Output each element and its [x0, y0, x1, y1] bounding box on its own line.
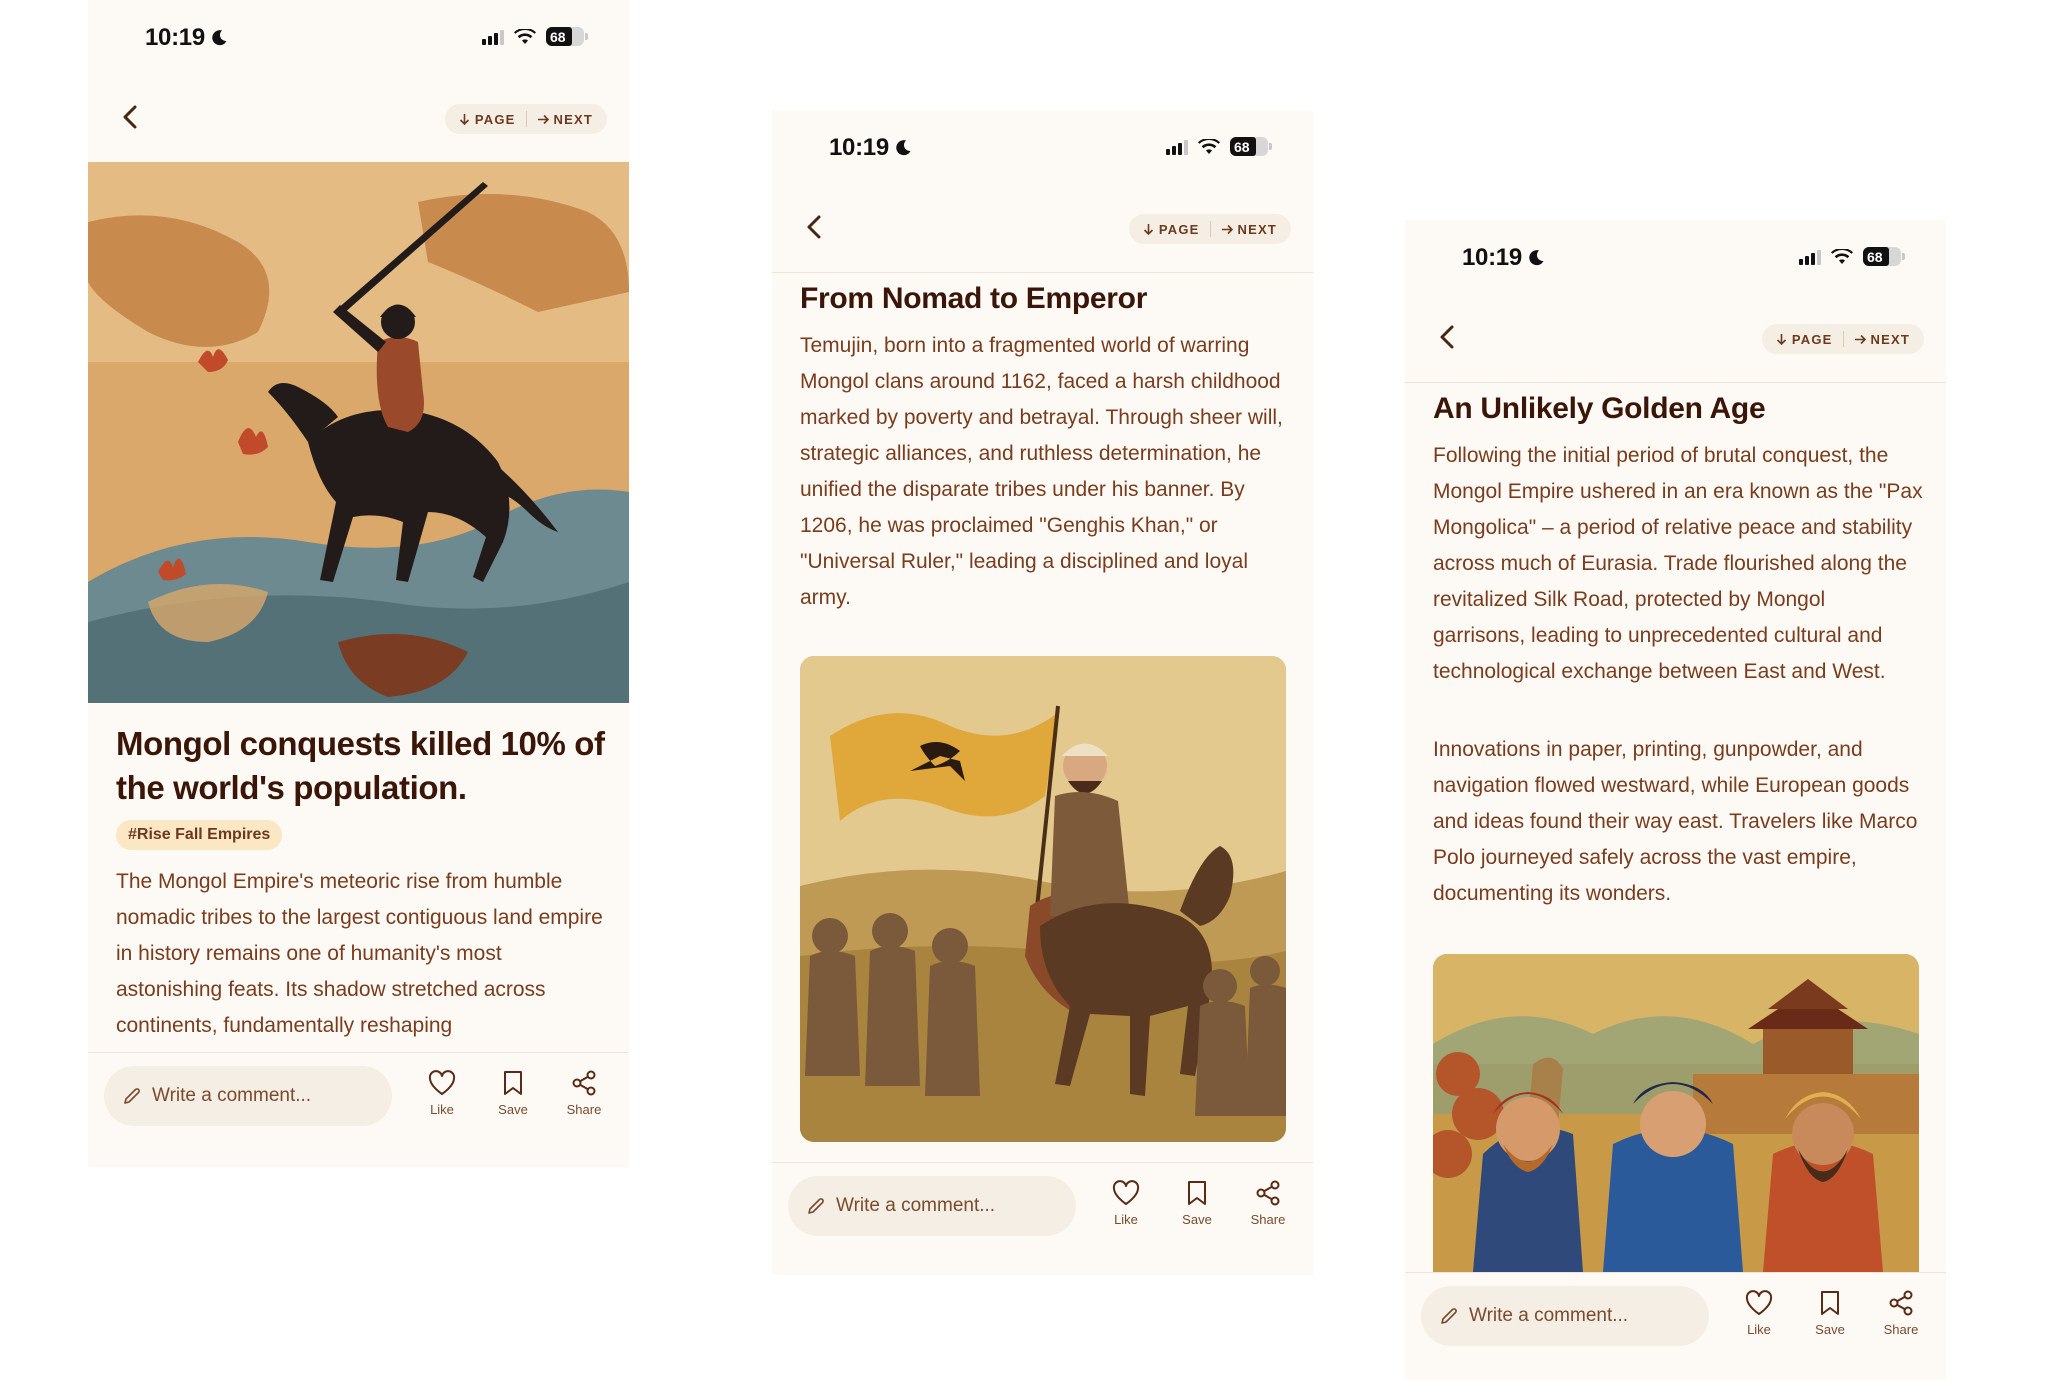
- article-headline: Mongol conquests killed 10% of the world's population.: [116, 725, 605, 806]
- page-label: PAGE: [474, 111, 516, 127]
- arrow-right-icon: [1221, 224, 1233, 235]
- nav-bar: [1405, 316, 1946, 360]
- nav-bar: [772, 206, 1313, 250]
- page-nav-pill: [445, 104, 607, 134]
- heart-icon: [1745, 1290, 1773, 1316]
- save-label: Save: [1182, 1212, 1212, 1227]
- back-chevron-icon: [1439, 324, 1455, 350]
- share-label: Share: [1883, 1322, 1919, 1337]
- comment-input[interactable]: [788, 1176, 1076, 1236]
- nav-bar: [88, 96, 629, 140]
- back-chevron-icon: [122, 104, 138, 130]
- battery-level: 68: [1867, 248, 1883, 265]
- bottom-divider: [1405, 1272, 1946, 1273]
- like-label: Like: [1114, 1212, 1138, 1227]
- illustration-silk-road-travelers: [1433, 954, 1919, 1272]
- status-time: [829, 134, 913, 162]
- wifi-icon: [1198, 139, 1220, 155]
- back-button[interactable]: [799, 212, 829, 242]
- page-label: PAGE: [1158, 221, 1200, 237]
- pill-divider: [1843, 331, 1844, 347]
- time-text: 10:19: [829, 134, 889, 161]
- category-tag[interactable]: #Rise Fall Empires: [116, 820, 282, 850]
- status-bar: [88, 0, 629, 76]
- battery-icon: [1230, 137, 1268, 156]
- bottom-divider: [88, 1052, 629, 1053]
- comment-placeholder: Write a comment...: [152, 1085, 312, 1106]
- arrow-right-icon: [1854, 334, 1866, 345]
- wifi-icon: [514, 29, 536, 45]
- time-text: 10:19: [145, 24, 205, 51]
- moon-icon: [893, 138, 913, 158]
- wifi-icon: [1831, 249, 1853, 265]
- bottom-action-bar: [772, 1166, 1313, 1246]
- like-button[interactable]: [1729, 1290, 1789, 1337]
- pencil-icon: [122, 1086, 142, 1106]
- pencil-icon: [806, 1196, 826, 1216]
- status-time: [145, 24, 229, 52]
- like-label: Like: [430, 1102, 454, 1117]
- pill-divider: [1210, 221, 1211, 237]
- page-button[interactable]: [1776, 332, 1833, 347]
- share-label: Share: [566, 1102, 602, 1117]
- battery-level: 68: [550, 28, 566, 45]
- heart-icon: [1112, 1180, 1140, 1206]
- pencil-icon: [1439, 1306, 1459, 1326]
- next-label: NEXT: [553, 111, 593, 127]
- section-title: From Nomad to Emperor: [800, 282, 1148, 315]
- next-label: NEXT: [1870, 331, 1910, 347]
- comment-input[interactable]: [104, 1066, 392, 1126]
- pill-divider: [526, 111, 527, 127]
- comment-placeholder: Write a comment...: [1469, 1305, 1629, 1326]
- battery-level: 68: [1234, 138, 1250, 155]
- share-icon: [571, 1070, 597, 1096]
- share-button[interactable]: [1238, 1180, 1298, 1227]
- section-title: An Unlikely Golden Age: [1433, 392, 1766, 425]
- section-body-text-2: Innovations in paper, printing, gunpowder, and navigation flowed westward, while European goods and ideas found their way east. Travelers like Marco Polo journeyed safely across the vast empire, documenting its wonders.: [1433, 738, 1918, 905]
- share-button[interactable]: [1871, 1290, 1931, 1337]
- status-bar: [772, 110, 1313, 186]
- section-body-text: Temujin, born into a fragmented world of warring Mongol clans around 1162, faced a harsh childhood marked by poverty and betrayal. Through sheer will, strategic alliances, and ruthless determination, he unified the disparate tribes under his banner. By 1206, he was proclaimed "Genghis Khan," or "Universal Ruler," leading a disciplined and loyal army.: [800, 334, 1283, 609]
- next-button[interactable]: [1221, 222, 1277, 237]
- bottom-action-bar: [1405, 1276, 1946, 1356]
- moon-icon: [1526, 248, 1546, 268]
- status-time: [1462, 244, 1546, 272]
- hero-illustration-mongol-rider: [88, 162, 629, 703]
- heart-icon: [428, 1070, 456, 1096]
- save-button[interactable]: [483, 1070, 543, 1117]
- article-screen-page-2: [772, 110, 1313, 1275]
- moon-icon: [209, 28, 229, 48]
- signal-icon: [482, 29, 504, 45]
- save-label: Save: [1815, 1322, 1845, 1337]
- page-label: PAGE: [1791, 331, 1833, 347]
- page-nav-pill: [1129, 214, 1291, 244]
- save-button[interactable]: [1167, 1180, 1227, 1227]
- share-icon: [1255, 1180, 1281, 1206]
- share-label: Share: [1250, 1212, 1286, 1227]
- status-icons: [482, 27, 584, 46]
- bookmark-icon: [1186, 1180, 1208, 1206]
- next-button[interactable]: [537, 112, 593, 127]
- like-label: Like: [1747, 1322, 1771, 1337]
- next-label: NEXT: [1237, 221, 1277, 237]
- arrow-down-icon: [1143, 223, 1154, 235]
- signal-icon: [1166, 139, 1188, 155]
- bottom-divider: [772, 1162, 1313, 1163]
- arrow-down-icon: [459, 113, 470, 125]
- page-button[interactable]: [459, 112, 516, 127]
- page-button[interactable]: [1143, 222, 1200, 237]
- comment-input[interactable]: [1421, 1286, 1709, 1346]
- save-button[interactable]: [1800, 1290, 1860, 1337]
- back-chevron-icon: [806, 214, 822, 240]
- time-text: 10:19: [1462, 244, 1522, 271]
- arrow-right-icon: [537, 114, 549, 125]
- next-button[interactable]: [1854, 332, 1910, 347]
- battery-icon: [546, 27, 584, 46]
- signal-icon: [1799, 249, 1821, 265]
- arrow-down-icon: [1776, 333, 1787, 345]
- page-nav-pill: [1762, 324, 1924, 354]
- header-divider: [1405, 382, 1946, 383]
- header-divider: [772, 272, 1313, 273]
- article-screen-page-3: [1405, 220, 1946, 1380]
- article-intro-text: The Mongol Empire's meteoric rise from humble nomadic tribes to the largest contiguous land empire in history remains one of humanity's most astonishing feats. Its shadow stretched across continents, fundamentally reshaping: [116, 870, 603, 1037]
- section-body-text: Following the initial period of brutal conquest, the Mongol Empire ushered in an era known as the "Pax Mongolica" – a period of relative peace and stability across much of Eurasia. Trade flourished along the revitalized Silk Road, protected by Mongol garrisons, leading to unprecedented cultural and technological exchange between East and West.: [1433, 444, 1923, 683]
- share-button[interactable]: [554, 1070, 614, 1117]
- like-button[interactable]: [412, 1070, 472, 1117]
- article-screen-cover: [88, 0, 629, 1167]
- back-button[interactable]: [115, 102, 145, 132]
- battery-icon: [1863, 247, 1901, 266]
- share-icon: [1888, 1290, 1914, 1316]
- status-icons: [1166, 137, 1268, 156]
- like-button[interactable]: [1096, 1180, 1156, 1227]
- bookmark-icon: [1819, 1290, 1841, 1316]
- illustration-genghis-khan-banner: [800, 656, 1286, 1142]
- status-icons: [1799, 247, 1901, 266]
- comment-placeholder: Write a comment...: [836, 1195, 996, 1216]
- status-bar: [1405, 220, 1946, 296]
- save-label: Save: [498, 1102, 528, 1117]
- bookmark-icon: [502, 1070, 524, 1096]
- bottom-action-bar: [88, 1056, 629, 1136]
- back-button[interactable]: [1432, 322, 1462, 352]
